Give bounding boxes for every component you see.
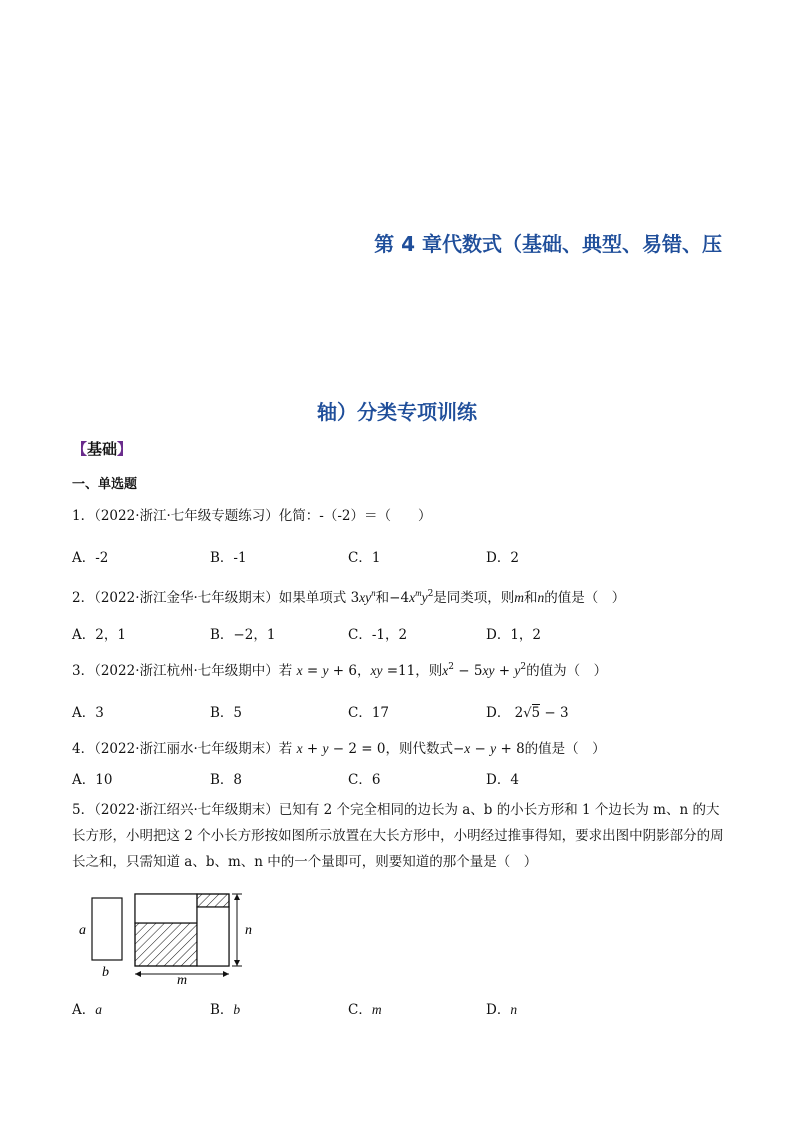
- q5-option-b-var: b: [233, 1002, 241, 1017]
- n-arrow-bottom: [234, 960, 240, 966]
- section-label: [72, 438, 132, 459]
- q2-option-d: D．1，2: [486, 627, 542, 643]
- question-5: 5．（2022·浙江绍兴·七年级期末）已知有 2 个完全相同的边长为 a、b 的小长方形和 1 个边长为 m、n 的大长方形，小明把这 2 个小长方形按如图所示放置在大长方形中，小明经过推事得知，要求出图中阴影部分的周长之和，只需知道 a、b、m、n 中的一个量即可，则要知道的那个量是（ ）: [72, 802, 724, 870]
- question-2: [72, 586, 625, 606]
- q2-monomial-2: $-4x^my^2$: [389, 588, 434, 606]
- q1-option-d: D．2: [486, 550, 519, 566]
- q2-option-c: C．-1，2: [348, 627, 408, 643]
- q4-option-a: A．10: [72, 772, 113, 788]
- q2-text-prefix: 2．（2022·浙江金华·七年级期末）如果单项式: [72, 590, 347, 606]
- q2-option-a: A．2，1: [72, 627, 126, 643]
- q5-option-a-label: A．: [72, 1002, 96, 1018]
- q5-option-b-label: B．: [210, 1002, 234, 1018]
- question-3: [72, 659, 607, 679]
- q4-expr-2: −x − y + 8: [452, 741, 525, 757]
- q5-option-c-var: m: [371, 1002, 382, 1017]
- q3-option-d-label: D．: [486, 705, 511, 721]
- question-1: 1．（2022·浙江·七年级专题练习）化简：-（-2）＝（ ）: [72, 508, 432, 524]
- q5-option-c-label: C．: [348, 1002, 372, 1018]
- placed-small-rectangle-2: [197, 907, 229, 966]
- q3-option-d: [486, 701, 569, 721]
- q5-option-a: [72, 998, 102, 1018]
- n-arrow-top: [234, 894, 240, 900]
- subheading-single-choice: 一、单选题: [72, 477, 138, 492]
- q2-text-mid2: 是同类项，则: [433, 590, 515, 606]
- q4-option-d: D．4: [486, 772, 519, 788]
- figure-label-n: n: [245, 923, 252, 938]
- m-arrow-left: [135, 971, 141, 977]
- q1-option-b: B．-1: [210, 550, 247, 566]
- q1-option-c: C．1: [348, 550, 381, 566]
- figure-label-m: m: [177, 973, 188, 988]
- document-title-line-1: 第 4 章代数式（基础、典型、易错、压: [374, 232, 722, 256]
- section-bracket-open: 【: [72, 440, 88, 458]
- q3-text-prefix: 3．（2022·浙江杭州·七年级期中）若: [72, 663, 293, 679]
- q5-figure-rectangles: [72, 888, 272, 988]
- q3-text-suffix: 的值为（ ）: [526, 663, 608, 679]
- q2-text-suffix: 的值是（ ）: [544, 590, 626, 606]
- shaded-region-1: [135, 923, 197, 966]
- section-bracket-close: 】: [117, 440, 133, 458]
- q2-var-n: n: [537, 590, 545, 605]
- q4-text-mid1: ，则代数式: [385, 741, 453, 757]
- document-title-line-2: 轴）分类专项训练: [317, 400, 477, 424]
- q3-option-c: C．17: [348, 705, 390, 721]
- small-rectangle: [92, 898, 122, 960]
- figure-label-a: a: [79, 923, 86, 938]
- q5-option-d-var: n: [510, 1002, 518, 1017]
- q3-option-d-expr: 2√5 − 3: [514, 705, 569, 721]
- q3-expr-2: xy =11: [370, 663, 416, 679]
- q2-option-b: B．−2，1: [210, 627, 276, 643]
- q5-option-d-label: D．: [486, 1002, 511, 1018]
- placed-small-rectangle-1: [135, 894, 197, 923]
- q5-option-a-var: a: [95, 1002, 102, 1017]
- q2-text-mid1: 和: [375, 590, 390, 606]
- q3-option-b: B．5: [210, 705, 243, 721]
- q2-monomial-1: $3xy^n$: [350, 588, 376, 606]
- q1-option-a: A．-2: [72, 550, 109, 566]
- section-label-text: 基础: [87, 440, 118, 458]
- q4-option-b: B．8: [210, 772, 243, 788]
- q5-option-b: [210, 998, 240, 1018]
- q3-text-mid2: ，则: [415, 663, 443, 679]
- figure-label-b: b: [102, 965, 109, 980]
- q4-expr-1: x + y − 2 = 0: [296, 741, 386, 757]
- q3-text-mid1: ，: [356, 663, 371, 679]
- q2-text-mid3: 和: [524, 590, 538, 606]
- question-4: [72, 737, 606, 757]
- q2-var-m: m: [514, 590, 525, 605]
- m-arrow-right: [223, 971, 229, 977]
- q4-option-c: C．6: [348, 772, 381, 788]
- q5-option-c: [348, 998, 382, 1018]
- q3-expr-1: x = y + 6: [296, 663, 357, 679]
- q3-option-a: A．3: [72, 705, 104, 721]
- shaded-region-2: [197, 894, 229, 907]
- q3-expr-3: $x^2 - 5xy + y^2$: [442, 662, 527, 679]
- q4-text-suffix: 的值是（ ）: [524, 741, 606, 757]
- q4-text-prefix: 4．（2022·浙江丽水·七年级期末）若: [72, 741, 293, 757]
- q5-option-d: [486, 998, 517, 1018]
